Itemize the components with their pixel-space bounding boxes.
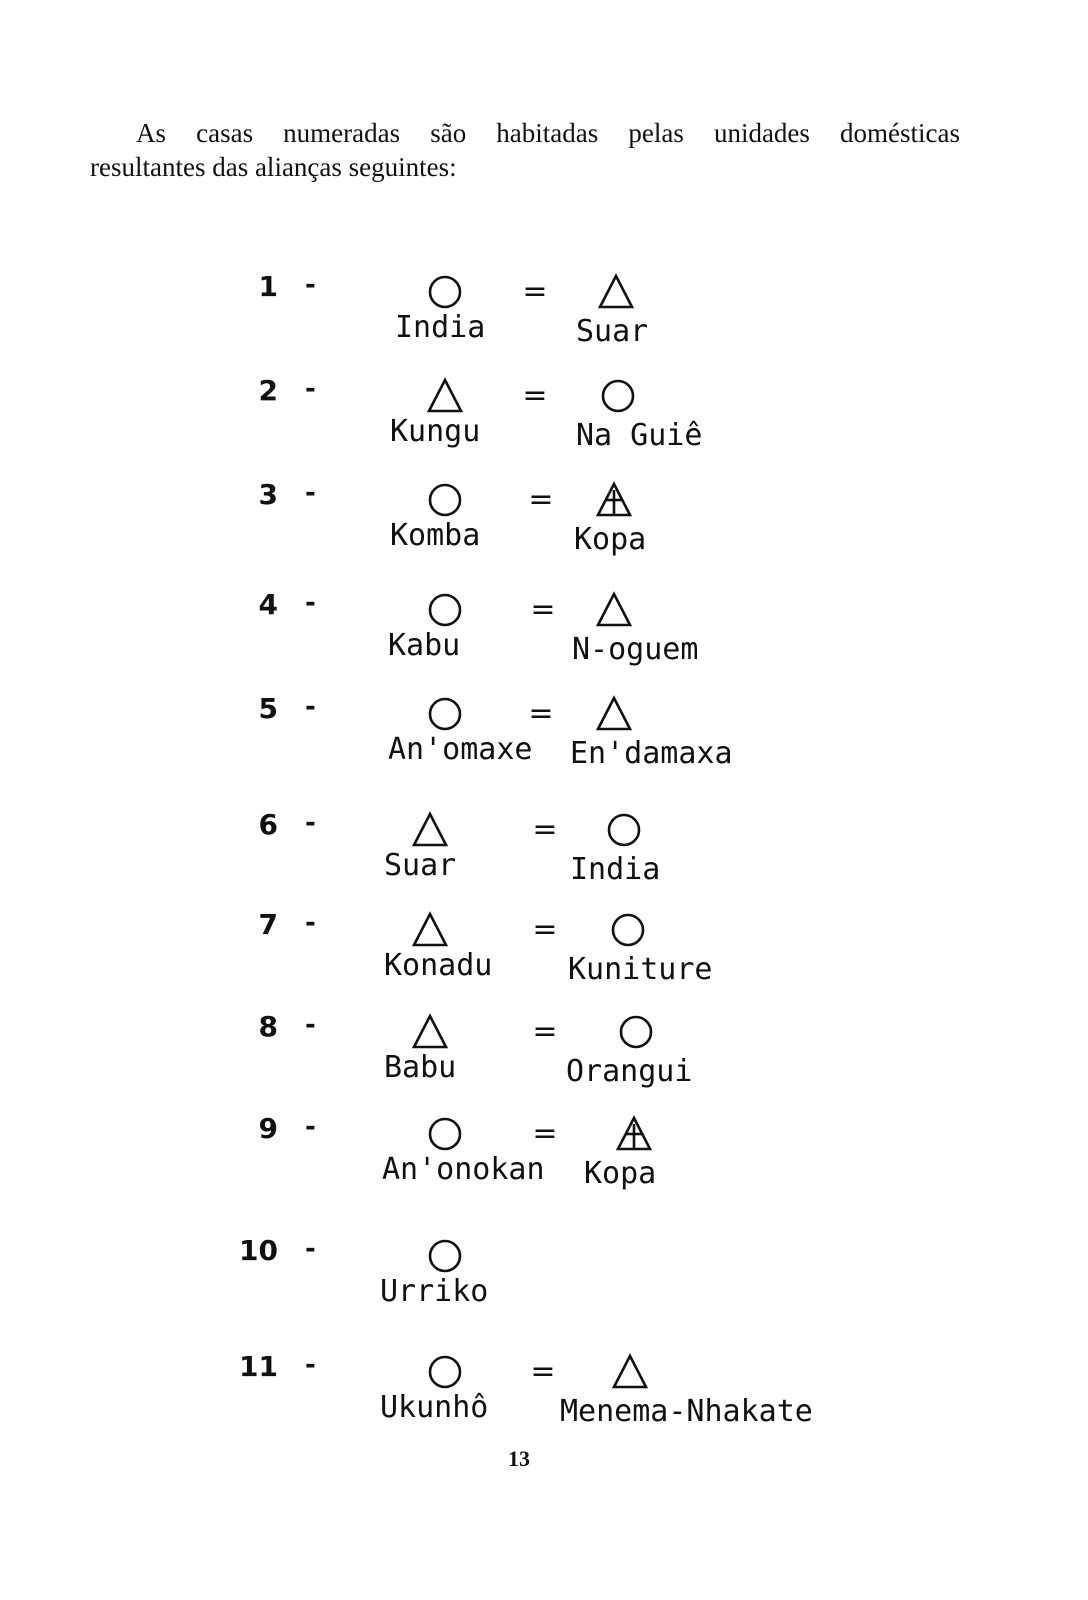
alliance-row [0,1112,1088,1212]
left-person-name: Ukunhô [380,1390,489,1425]
alliance-dash: - [305,1350,316,1380]
alliance-row [0,692,1088,792]
deceased-male-icon [594,480,634,520]
male-triangle-icon [596,272,636,312]
female-circle-icon [425,694,465,734]
right-person-name: N-oguem [572,632,699,667]
female-circle-icon [616,1012,656,1052]
alliance-equals-sign: = [532,1014,558,1049]
alliance-row [0,808,1088,908]
alliance-number: 4 [258,588,278,621]
male-triangle-icon [425,376,465,416]
right-person-name: Kopa [584,1156,657,1191]
alliance-dash: - [305,1010,316,1040]
male-triangle-icon [410,810,450,850]
alliance-equals-sign: = [532,812,558,847]
left-person-name: Urriko [380,1274,489,1309]
alliance-number: 3 [258,478,278,511]
alliance-row [0,1010,1088,1110]
alliance-row [0,478,1088,578]
right-person-name: Na Guiê [576,418,703,453]
alliance-row [0,908,1088,1008]
female-circle-icon [425,590,465,630]
male-triangle-icon [594,694,634,734]
male-triangle-icon [610,1352,650,1392]
intro-paragraph [90,116,960,184]
female-circle-icon [425,1352,465,1392]
female-circle-icon [425,272,465,312]
alliance-dash: - [305,270,316,300]
alliance-number: 8 [258,1010,278,1043]
alliance-row [0,1350,1088,1450]
alliance-dash: - [305,808,316,838]
alliance-dash: - [305,374,316,404]
page-number: 13 [508,1446,530,1471]
alliance-equals-sign: = [530,592,556,627]
female-circle-icon [425,1114,465,1154]
alliance-number: 11 [239,1350,278,1383]
male-triangle-icon [410,1012,450,1052]
left-person-name: Kungu [390,414,481,449]
alliance-number: 9 [258,1112,278,1145]
alliance-equals-sign: = [522,274,548,309]
left-person-name: An'omaxe [388,732,533,767]
female-circle-icon [604,810,644,850]
female-circle-icon [425,1236,465,1276]
alliance-dash: - [305,588,316,618]
alliance-equals-sign: = [530,1354,556,1389]
left-person-name: Babu [384,1050,457,1085]
alliance-number: 10 [239,1234,278,1267]
alliance-number: 6 [258,808,278,841]
male-triangle-icon [594,590,634,630]
alliance-dash: - [305,478,316,508]
right-person-name: En'damaxa [570,736,733,771]
alliance-dash: - [305,1112,316,1142]
alliance-equals-sign: = [528,482,554,517]
alliance-row [0,374,1088,474]
female-circle-icon [608,910,648,950]
deceased-male-icon [614,1114,654,1154]
alliance-dash: - [305,692,316,722]
alliance-row [0,588,1088,688]
right-person-name: Orangui [566,1054,693,1089]
alliance-equals-sign: = [532,1116,558,1151]
intro-line-2: resultantes das alianças seguintes: [90,152,457,182]
male-triangle-icon [410,910,450,950]
alliance-number: 1 [258,270,278,303]
alliance-number: 2 [258,374,278,407]
alliance-row [0,1234,1088,1334]
left-person-name: Kabu [388,628,461,663]
right-person-name: Menema-Nhakate [560,1394,813,1429]
alliance-row [0,270,1088,370]
left-person-name: Suar [384,848,457,883]
alliance-number: 7 [258,908,278,941]
left-person-name: India [395,310,486,345]
left-person-name: Komba [390,518,481,553]
alliance-number: 5 [258,692,278,725]
alliance-equals-sign: = [528,696,554,731]
alliance-equals-sign: = [532,912,558,947]
left-person-name: An'onokan [382,1152,545,1187]
left-person-name: Konadu [384,948,493,983]
right-person-name: Suar [576,314,649,349]
intro-line-1: As casas numeradas são habitadas pelas unidades domésticas [136,118,960,148]
right-person-name: Kuniture [568,952,713,987]
female-circle-icon [598,376,638,416]
alliance-dash: - [305,1234,316,1264]
female-circle-icon [425,480,465,520]
alliance-dash: - [305,908,316,938]
right-person-name: Kopa [574,522,647,557]
right-person-name: India [570,852,661,887]
alliance-equals-sign: = [522,378,548,413]
